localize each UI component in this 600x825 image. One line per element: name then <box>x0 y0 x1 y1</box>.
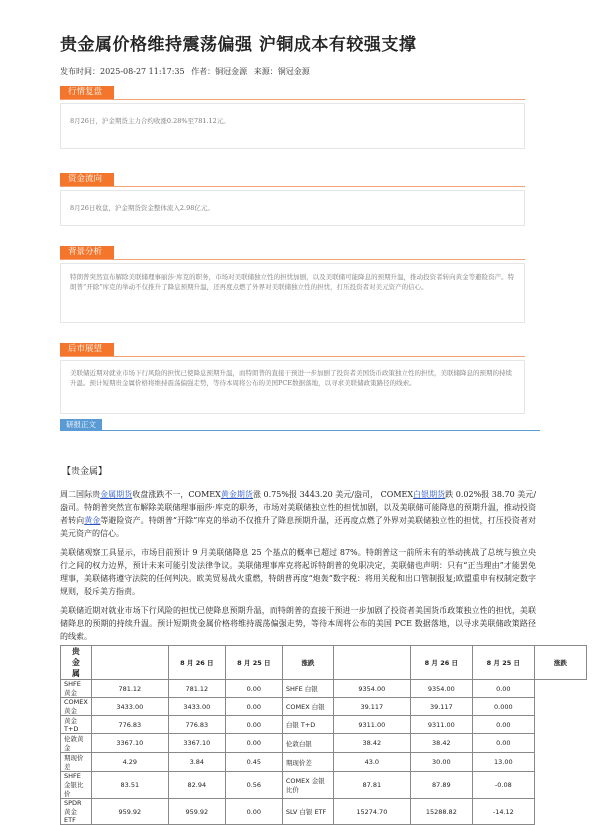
table-header: 涨跌 <box>534 646 586 680</box>
table-row <box>61 753 587 772</box>
table-cell: 0.56 <box>225 772 282 799</box>
table-cell: 3367.10 <box>168 734 225 753</box>
table-cell: 9311.00 <box>410 716 472 734</box>
table-cell: 781.12 <box>91 680 168 698</box>
table-cell: 959.92 <box>91 799 168 825</box>
table-cell: 0.00 <box>225 680 282 698</box>
table-side-label-text: 贵金属 <box>71 647 80 678</box>
table-cell: 15288.82 <box>410 799 472 825</box>
table-cell: 0.000 <box>472 698 534 716</box>
table-cell: 0.00 <box>225 734 282 753</box>
table-cell: 0.00 <box>472 716 534 734</box>
table-cell: COMEX 金银比价 <box>282 772 333 799</box>
p1-text-3: 涨 0.75%报 3443.20 美元/盎司， COMEX <box>252 490 414 499</box>
precious-metals-label: 【贵金属】 <box>62 467 108 477</box>
table-header <box>91 646 168 680</box>
table-cell: 9354.00 <box>333 680 410 698</box>
table-row <box>61 734 587 753</box>
table-cell: 伦敦白银 <box>282 734 333 753</box>
table-cell: 3433.00 <box>168 698 225 716</box>
table-row <box>61 799 587 825</box>
table-cell: 3433.00 <box>91 698 168 716</box>
table-cell: 9354.00 <box>410 680 472 698</box>
paragraph-1 <box>60 488 536 540</box>
section-heading-fund-flow: 资金流向 <box>60 173 114 186</box>
table-cell: SHFE 黄金 <box>61 680 92 698</box>
table-cell: 黄金 T+D <box>61 716 92 734</box>
table-cell: 13.00 <box>472 753 534 772</box>
table-cell: 87.81 <box>333 772 410 799</box>
table-header: 涨跌 <box>282 646 333 680</box>
source: 来源：铜冠金源 <box>253 67 310 76</box>
table-header: 8 月 26 日 <box>168 646 225 680</box>
section-divider <box>60 99 525 100</box>
section-heading-background: 背景分析 <box>60 246 114 259</box>
link-precious-metals-futures[interactable]: 金属期货 <box>100 490 133 499</box>
article-meta <box>60 66 314 77</box>
section-text-fund-flow: 8月26日收盘，沪金期货资金整体流入2.98亿元。 <box>70 204 214 212</box>
table-cell: 38.42 <box>333 734 410 753</box>
table-cell: 0.00 <box>225 716 282 734</box>
table-cell: 0.00 <box>225 698 282 716</box>
section-divider <box>60 259 525 260</box>
table-row <box>61 680 587 698</box>
table-cell: 87.89 <box>410 772 472 799</box>
section-divider <box>60 186 525 187</box>
table-header: 8 月 26 日 <box>410 646 472 680</box>
table-cell: 3.84 <box>168 753 225 772</box>
table-cell: 776.83 <box>91 716 168 734</box>
table-cell: 43.0 <box>333 753 410 772</box>
table-cell: 期现价差 <box>61 753 92 772</box>
table-cell: SPDR 黄金 ETF <box>61 799 92 825</box>
p1-text-5: 等避险资产。特朗普“开除”库克的举动不仅推升了降息预期升温，还再度点燃了外界对美联储独立性的担忧，打压投资者对美元资产的信心。 <box>60 516 537 538</box>
p1-text-4: 跌 0.02%报 38.70 美元/盎司。特朗普突然宣布解除美联储理事丽莎·库克的职务，市场对美联储独立性的担忧加剧，以及美联储可能降息的预期升温，推动投资者转向 <box>60 490 537 525</box>
table-cell: 39.117 <box>410 698 472 716</box>
table-cell: 30.00 <box>410 753 472 772</box>
table-cell: 4.29 <box>91 753 168 772</box>
table-header-row <box>61 646 587 680</box>
table-row <box>61 772 587 799</box>
table-cell: 83.51 <box>91 772 168 799</box>
report-body-divider <box>60 430 540 431</box>
table-cell: 3367.10 <box>91 734 168 753</box>
table-cell: 0.00 <box>472 680 534 698</box>
section-heading-review: 行情复盘 <box>60 86 114 99</box>
section-text-review: 8月26日，沪金期货主力合约收涨0.28%至781.12元。 <box>70 117 230 125</box>
table-header: 8 月 25 日 <box>472 646 534 680</box>
paragraph-3: 美联储近期对就业市场下行风险的担忧已使降息预期升温，而特朗普的直接干预进一步加剧了投资者美国货币政策独立性的担忧，美联储降息的预期的持续升温。预计短期贵金属价格将维持震荡偏强走势，等待本周将公布的美国 PCE 数据落地，以寻求美联储政策路径的线索。 <box>60 606 536 641</box>
section-box-review <box>60 103 525 149</box>
table-cell: 白银 T+D <box>282 716 333 734</box>
table-side-label <box>61 646 92 680</box>
table-cell: 期现价差 <box>282 753 333 772</box>
table-cell: -14.12 <box>472 799 534 825</box>
table-cell: 959.92 <box>168 799 225 825</box>
link-silver-futures[interactable]: 白银期货 <box>413 490 446 499</box>
table-cell: SLV 白银 ETF <box>282 799 333 825</box>
table-row <box>61 698 587 716</box>
table-cell: 0.45 <box>225 753 282 772</box>
table-header: 8 月 25 日 <box>225 646 282 680</box>
link-gold-futures[interactable]: 黄金期货 <box>220 490 253 499</box>
table-cell: 82.94 <box>168 772 225 799</box>
article-title: 贵金属价格维持震荡偏强 沪铜成本有较强支撑 <box>60 35 417 55</box>
section-heading-outlook: 后市展望 <box>60 343 114 356</box>
section-divider <box>60 356 525 357</box>
table-cell: COMEX 白银 <box>282 698 333 716</box>
table-cell: 776.83 <box>168 716 225 734</box>
p1-text-1: 周二国际贵 <box>60 490 101 499</box>
table-cell: 0.00 <box>225 799 282 825</box>
p1-text-2: 收盘涨跌不一，COMEX <box>132 490 221 499</box>
table-cell: 781.12 <box>168 680 225 698</box>
table-row <box>61 716 587 734</box>
market-data-table <box>60 645 587 825</box>
table-cell: 0.00 <box>472 734 534 753</box>
table-cell: 15274.70 <box>333 799 410 825</box>
report-body-tab: 研报正文 <box>60 419 102 430</box>
section-text-background: 特朗普突然宣布解除美联储理事丽莎·库克的职务，市场对美联储独立性的担忧加剧，以及美联储可能降息的预期升温，推动投资者转向黄金等避险资产。特朗普“开除”库克的举动不仅推升了降息预期升温，还再度点燃了外界对美联储独立性的担忧，打压投资者对美元资产的信心。 <box>70 273 515 291</box>
section-text-outlook: 美联储近期对就业市场下行风险的担忧已使降息预期升温，而特朗普的直接干预进一步加剧了投资者美国货币政策独立性的担忧，美联储降息的预期的持续升温。预计短期贵金属价格将维持震荡偏强走势，等待本周将公布的美国PCE数据落地，以寻求美联储政策路径的线索。 <box>70 369 512 387</box>
table-cell: 9311.00 <box>333 716 410 734</box>
publish-time: 发布时间：2025-08-27 11:17:35 <box>60 67 185 76</box>
table-cell: 39.117 <box>333 698 410 716</box>
table-header <box>333 646 410 680</box>
table-cell: -0.08 <box>472 772 534 799</box>
table-cell: SHFE 白银 <box>282 680 333 698</box>
table-cell: COMEX 黄金 <box>61 698 92 716</box>
table-cell: 38.42 <box>410 734 472 753</box>
author: 作者：铜冠金源 <box>191 67 248 76</box>
link-gold[interactable]: 黄金 <box>84 516 101 525</box>
paragraph-2: 美联储观察工具显示，市场目前预计 9 月美联储降息 25 个基点的概率已超过 87%。特朗普这一前所未有的举动挑战了总统与独立央行之间的权力边界，预计未来可能引发法律争议。美联储理事库克将起诉特朗普的免职决定，美联储也声明：只有“正当理由”才能罢免理事，美联储将遵守法院的任何判决。欧美贸易战火重燃，特朗普再度“炮轰”数字税：将用关税和出口管制报复;欧盟重申有权制定数字规则，驳斥美方指责。 <box>60 548 536 596</box>
table-cell: 伦敦黄金 <box>61 734 92 753</box>
table-cell: SHFE 金银比价 <box>61 772 92 799</box>
